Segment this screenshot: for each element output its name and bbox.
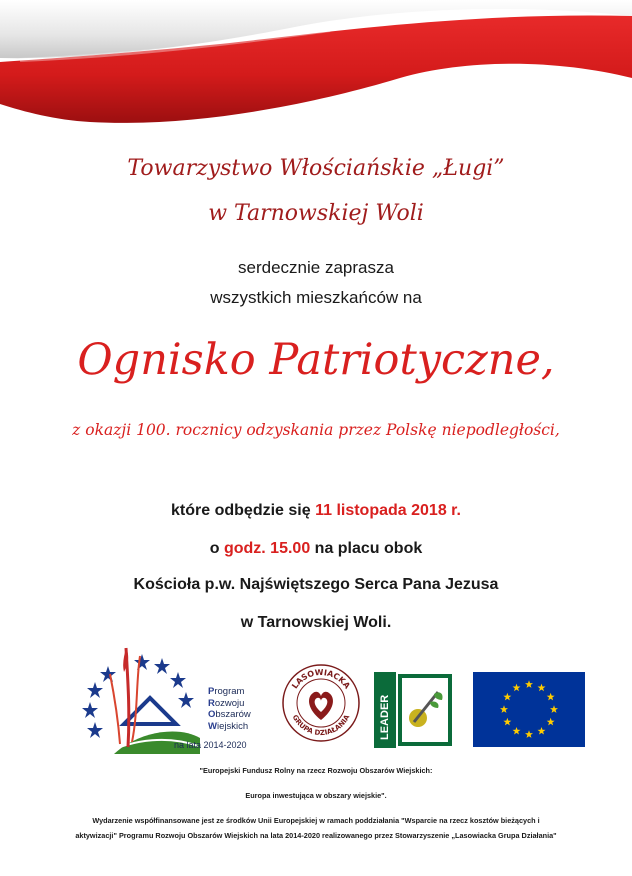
prow-program-name: Program Rozwoju Obszarów Wiejskich <box>208 686 251 732</box>
event-town: w Tarnowskiej Woli. <box>240 614 392 631</box>
organization-location: w Tarnowskiej Woli <box>208 201 424 226</box>
time-prefix: o <box>209 540 224 557</box>
footer-fund-slogan: Europa inwestująca w obszary wiejskie". <box>245 791 387 800</box>
event-date: 11 listopada 2018 r. <box>315 502 461 519</box>
eu-flag-logo <box>473 672 585 747</box>
lgd-arc-bottom: GRUPA DZIAŁANIA <box>290 713 352 738</box>
flag-banner <box>0 0 632 150</box>
leader-label: LEADER <box>379 694 391 740</box>
event-date-line <box>0 502 632 520</box>
event-title: Ognisko Patriotyczne, <box>77 335 555 385</box>
event-occasion: z okazji 100. rocznicy odzyskania przez Polskę niepodległości, <box>72 421 560 439</box>
date-prefix: które odbędzie się <box>171 502 316 519</box>
prow-years: na lata 2014-2020 <box>174 740 247 750</box>
organization-name: Towarzystwo Włościańskie „Ługi” <box>127 156 505 181</box>
event-place: Kościoła p.w. Najświętszego Serca Pana Jezusa <box>133 576 499 593</box>
event-time-line <box>0 540 632 558</box>
footer-cofinancing-line-2: aktywizacji" Programu Rozwoju Obszarów Wiejskich na lata 2014-2020 realizowanego przez Stowarzyszenie „Lasowiacka Grupa Działania" <box>75 831 557 840</box>
invitation-line-2: wszystkich mieszkańców na <box>210 288 422 307</box>
event-time: godz. 15.00 <box>223 540 311 557</box>
invitation-line-1: serdecznie zaprasza <box>238 258 394 277</box>
footer-fund-name: "Europejski Fundusz Rolny na rzecz Rozwoju Obszarów Wiejskich: <box>199 766 433 775</box>
lgd-arc-top: LASOWIACKA <box>290 667 352 691</box>
time-suffix: na placu obok <box>310 540 423 557</box>
footer-cofinancing-line-1: Wydarzenie współfinansowane jest ze środków Unii Europejskiej w ramach poddziałania "Wsparcie na rzecz kosztów bieżących i <box>92 816 540 825</box>
leader-logo <box>374 672 454 748</box>
lgd-seal-logo <box>280 660 362 744</box>
